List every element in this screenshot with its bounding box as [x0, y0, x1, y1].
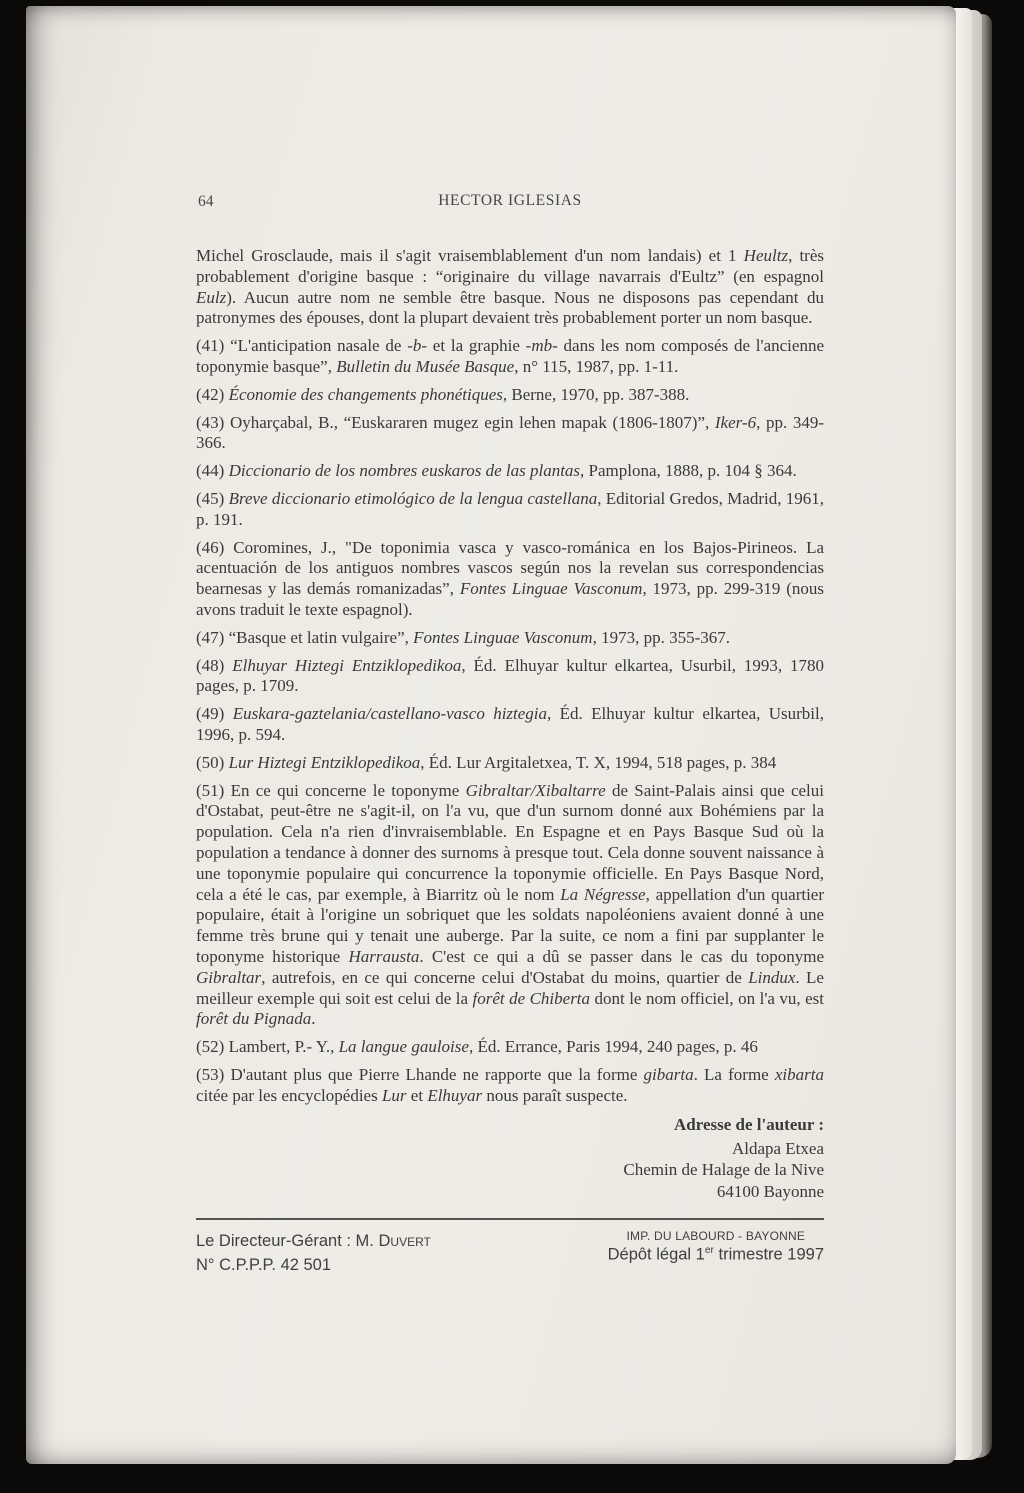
text-run: (45)	[196, 488, 229, 508]
address-line: Chemin de Halage de la Nive	[623, 1160, 824, 1180]
depot-line	[608, 1245, 824, 1265]
text-run: forêt du Pignada	[196, 1009, 312, 1029]
paragraph	[196, 489, 824, 531]
paragraph	[196, 538, 824, 621]
cppp-line: N° C.P.P.P. 42 501	[196, 1256, 332, 1275]
text-run: Diccionario de los nombres euskaros de las plantas	[228, 461, 581, 481]
address-line: Aldapa Etxea	[731, 1138, 824, 1158]
text-run: , Éd. Errance, Paris 1994, 240 pages, p. 46	[468, 1037, 758, 1057]
text-run: Bulletin du Musée Basque	[336, 356, 515, 376]
printer-line: IMP. DU LABOURD - BAYONNE	[626, 1229, 806, 1244]
page-number: 64	[198, 193, 214, 210]
text-run: . La forme	[693, 1064, 775, 1084]
text-run: Iker-6	[714, 412, 757, 432]
text-run: La Négresse	[560, 884, 646, 904]
text-run: (47) “Basque et latin vulgaire”,	[196, 627, 414, 647]
text-run: (46) Coromines, J., "De toponimia vasca y vasco-románica en los Bajos-Pirineos. La acentuación de los antiguos nombres vascos según nos la revelan sus correspondencias bearnesas y las demás romanizadas”,	[196, 537, 824, 599]
text-run: (53) D'autant plus que Pierre Lhande ne rapporte que la forme	[196, 1064, 644, 1084]
paragraph	[196, 753, 824, 774]
text-run: et	[406, 1085, 428, 1105]
text-run: Eulz	[196, 287, 227, 307]
text-run: Fontes Linguae Vasconum	[413, 627, 593, 647]
imprint-right	[608, 1229, 824, 1265]
text-run: (51) En ce qui concerne le toponyme	[196, 780, 466, 800]
text-run: . C'est ce qui a dû se passer dans le cas du toponyme	[419, 946, 824, 966]
text-run: , n° 115, 1987, pp. 1-11.	[514, 356, 679, 376]
director-label: Le Directeur-Gérant : M.	[196, 1232, 379, 1251]
text-run: , 1973, pp. 355-367.	[592, 627, 730, 647]
imprint-left	[196, 1229, 431, 1277]
text-run: , Editorial Gredos, Madrid, 1961, p. 191.	[196, 488, 824, 529]
text-run: Lindux	[748, 967, 796, 987]
address-lines	[196, 1138, 824, 1203]
text-run: (44)	[196, 461, 229, 481]
text-run: de Saint-Palais ainsi que celui d'Ostabat, peut-être ne s'agit-il, on l'a vu, que d'un surnom donné aux Bohémiens par la population. Cela n'a rien d'invraisemblable. En Espagne et en Pays Basque Sud où la population a tendance à donner des surnoms à presque tout. Cela donne souvent naissance à une toponymie populaire qui concurrence la toponymie officielle. En Pays Basque Nord, cela a été le cas, par exemple, à Biarritz où le nom	[196, 780, 825, 904]
text-run: Breve diccionario etimológico de la lengua castellana	[228, 488, 598, 508]
text-run: Lur Hiztegi Entziklopedikoa	[228, 752, 421, 772]
text-run: -mb-	[525, 336, 558, 356]
director-name: Duvert	[378, 1232, 431, 1251]
text-run: forêt de Chiberta	[472, 988, 591, 1008]
text-run: Lur	[381, 1085, 407, 1105]
text-run: er	[704, 1245, 714, 1257]
text-run: , autrefois, en ce qui concerne celui d'Ostabat du moins, quartier de	[261, 967, 749, 987]
text-run: , Pamplona, 1888, p. 104 § 364.	[580, 461, 797, 481]
text-run: .	[311, 1009, 316, 1029]
text-run: xibarta	[774, 1064, 824, 1084]
text-run: , Éd. Lur Argitaletxea, T. X, 1994, 518 pages, p. 384	[420, 752, 777, 772]
running-header: HECTOR IGLESIAS	[438, 192, 582, 209]
text-run: (49)	[196, 704, 233, 724]
paragraph	[196, 336, 824, 378]
text-run: (41) “L'anticipation nasale de	[196, 336, 408, 356]
text-run: , Éd. Elhuyar kultur elkartea, Usurbil, 1993, 1780 pages, p. 1709.	[196, 655, 824, 696]
text-run: gibarta	[643, 1064, 694, 1084]
imprint-footer	[196, 1218, 824, 1277]
paragraph	[196, 1065, 824, 1107]
paragraph	[196, 461, 824, 482]
text-run: , Berne, 1970, pp. 387-388.	[502, 384, 690, 404]
page-header	[196, 192, 824, 218]
text-run: dont le nom officiel, on l'a vu, est	[590, 988, 824, 1008]
text-run: Euskara-gaztelania/castellano-vasco hiztegia	[232, 704, 548, 724]
text-run: , très probablement d'origine basque : “originaire du village navarrais d'Eultz” (en espagnol	[196, 246, 824, 286]
text-run: nous paraît suspecte.	[482, 1085, 628, 1105]
paragraph	[196, 656, 824, 698]
paragraph	[196, 628, 824, 649]
text-run: Gibraltar/Xibaltarre	[465, 780, 606, 800]
text-run: citée par les encyclopédies	[196, 1085, 382, 1105]
text-run: (43) Oyharçabal, B., “Euskararen mugez egin lehen mapak (1806-1807)”,	[196, 412, 715, 432]
text-run: Dépôt légal 1	[607, 1245, 705, 1264]
text-run: Harrausta	[348, 946, 420, 966]
paragraph	[196, 246, 824, 329]
text-run: -b-	[407, 336, 428, 356]
author-address	[196, 1114, 824, 1202]
text-run: Économie des changements phonétiques	[228, 384, 503, 404]
paragraph	[196, 781, 824, 1031]
body-paragraphs	[196, 246, 824, 1106]
text-run: , 1973, pp. 299-319 (nous avons traduit le texte espagnol).	[196, 579, 824, 619]
address-title: Adresse de l'auteur :	[673, 1115, 824, 1135]
text-run: (50)	[196, 752, 229, 772]
text-run: Michel Grosclaude, mais il s'agit vraisemblablement d'un nom landais) et 1	[196, 246, 744, 265]
text-run: (42)	[196, 384, 229, 404]
text-run: , Éd. Elhuyar kultur elkartea, Usurbil, 1996, p. 594.	[196, 704, 824, 744]
text-run: Gibraltar	[196, 967, 262, 987]
text-run: et la graphie	[427, 336, 526, 356]
paragraph	[196, 385, 824, 406]
text-run: La langue gauloise	[338, 1037, 469, 1057]
text-run: , appellation d'un quartier populaire, était à l'origine un sobriquet que les soldats napoléoniens avaient donné à une femme très brune qui y tenait une auberge. Par la suite, ce nom a fini par supplanter le toponyme historique	[196, 884, 825, 966]
text-run: dans les nom composés de l'ancienne toponymie basque”,	[196, 336, 824, 376]
page-content	[196, 192, 824, 1277]
director-line	[196, 1229, 431, 1253]
text-run: ). Aucun autre nom ne semble être basque. Nous ne disposons pas cependant du patronymes des épouses, dont la plupart devaient très probablement porter un nom basque.	[196, 287, 824, 328]
paragraph	[196, 1037, 824, 1058]
text-run: Fontes Linguae Vasconum	[459, 579, 643, 599]
text-run: Heultz	[743, 246, 789, 265]
text-run: Elhuyar	[427, 1085, 483, 1105]
book-page	[26, 6, 956, 1464]
paragraph	[196, 704, 824, 746]
text-run: trimestre 1997	[713, 1245, 824, 1264]
text-run: (52) Lambert, P.- Y.,	[196, 1037, 339, 1057]
text-run: , pp. 349-366.	[196, 412, 824, 453]
address-line: 64100 Bayonne	[716, 1181, 824, 1201]
text-run: (48)	[196, 655, 233, 675]
text-run: . Le meilleur exemple qui soit est celui de la	[196, 967, 824, 1008]
text-run: Elhuyar Hiztegi Entziklopedikoa	[232, 655, 462, 675]
paragraph	[196, 413, 824, 455]
